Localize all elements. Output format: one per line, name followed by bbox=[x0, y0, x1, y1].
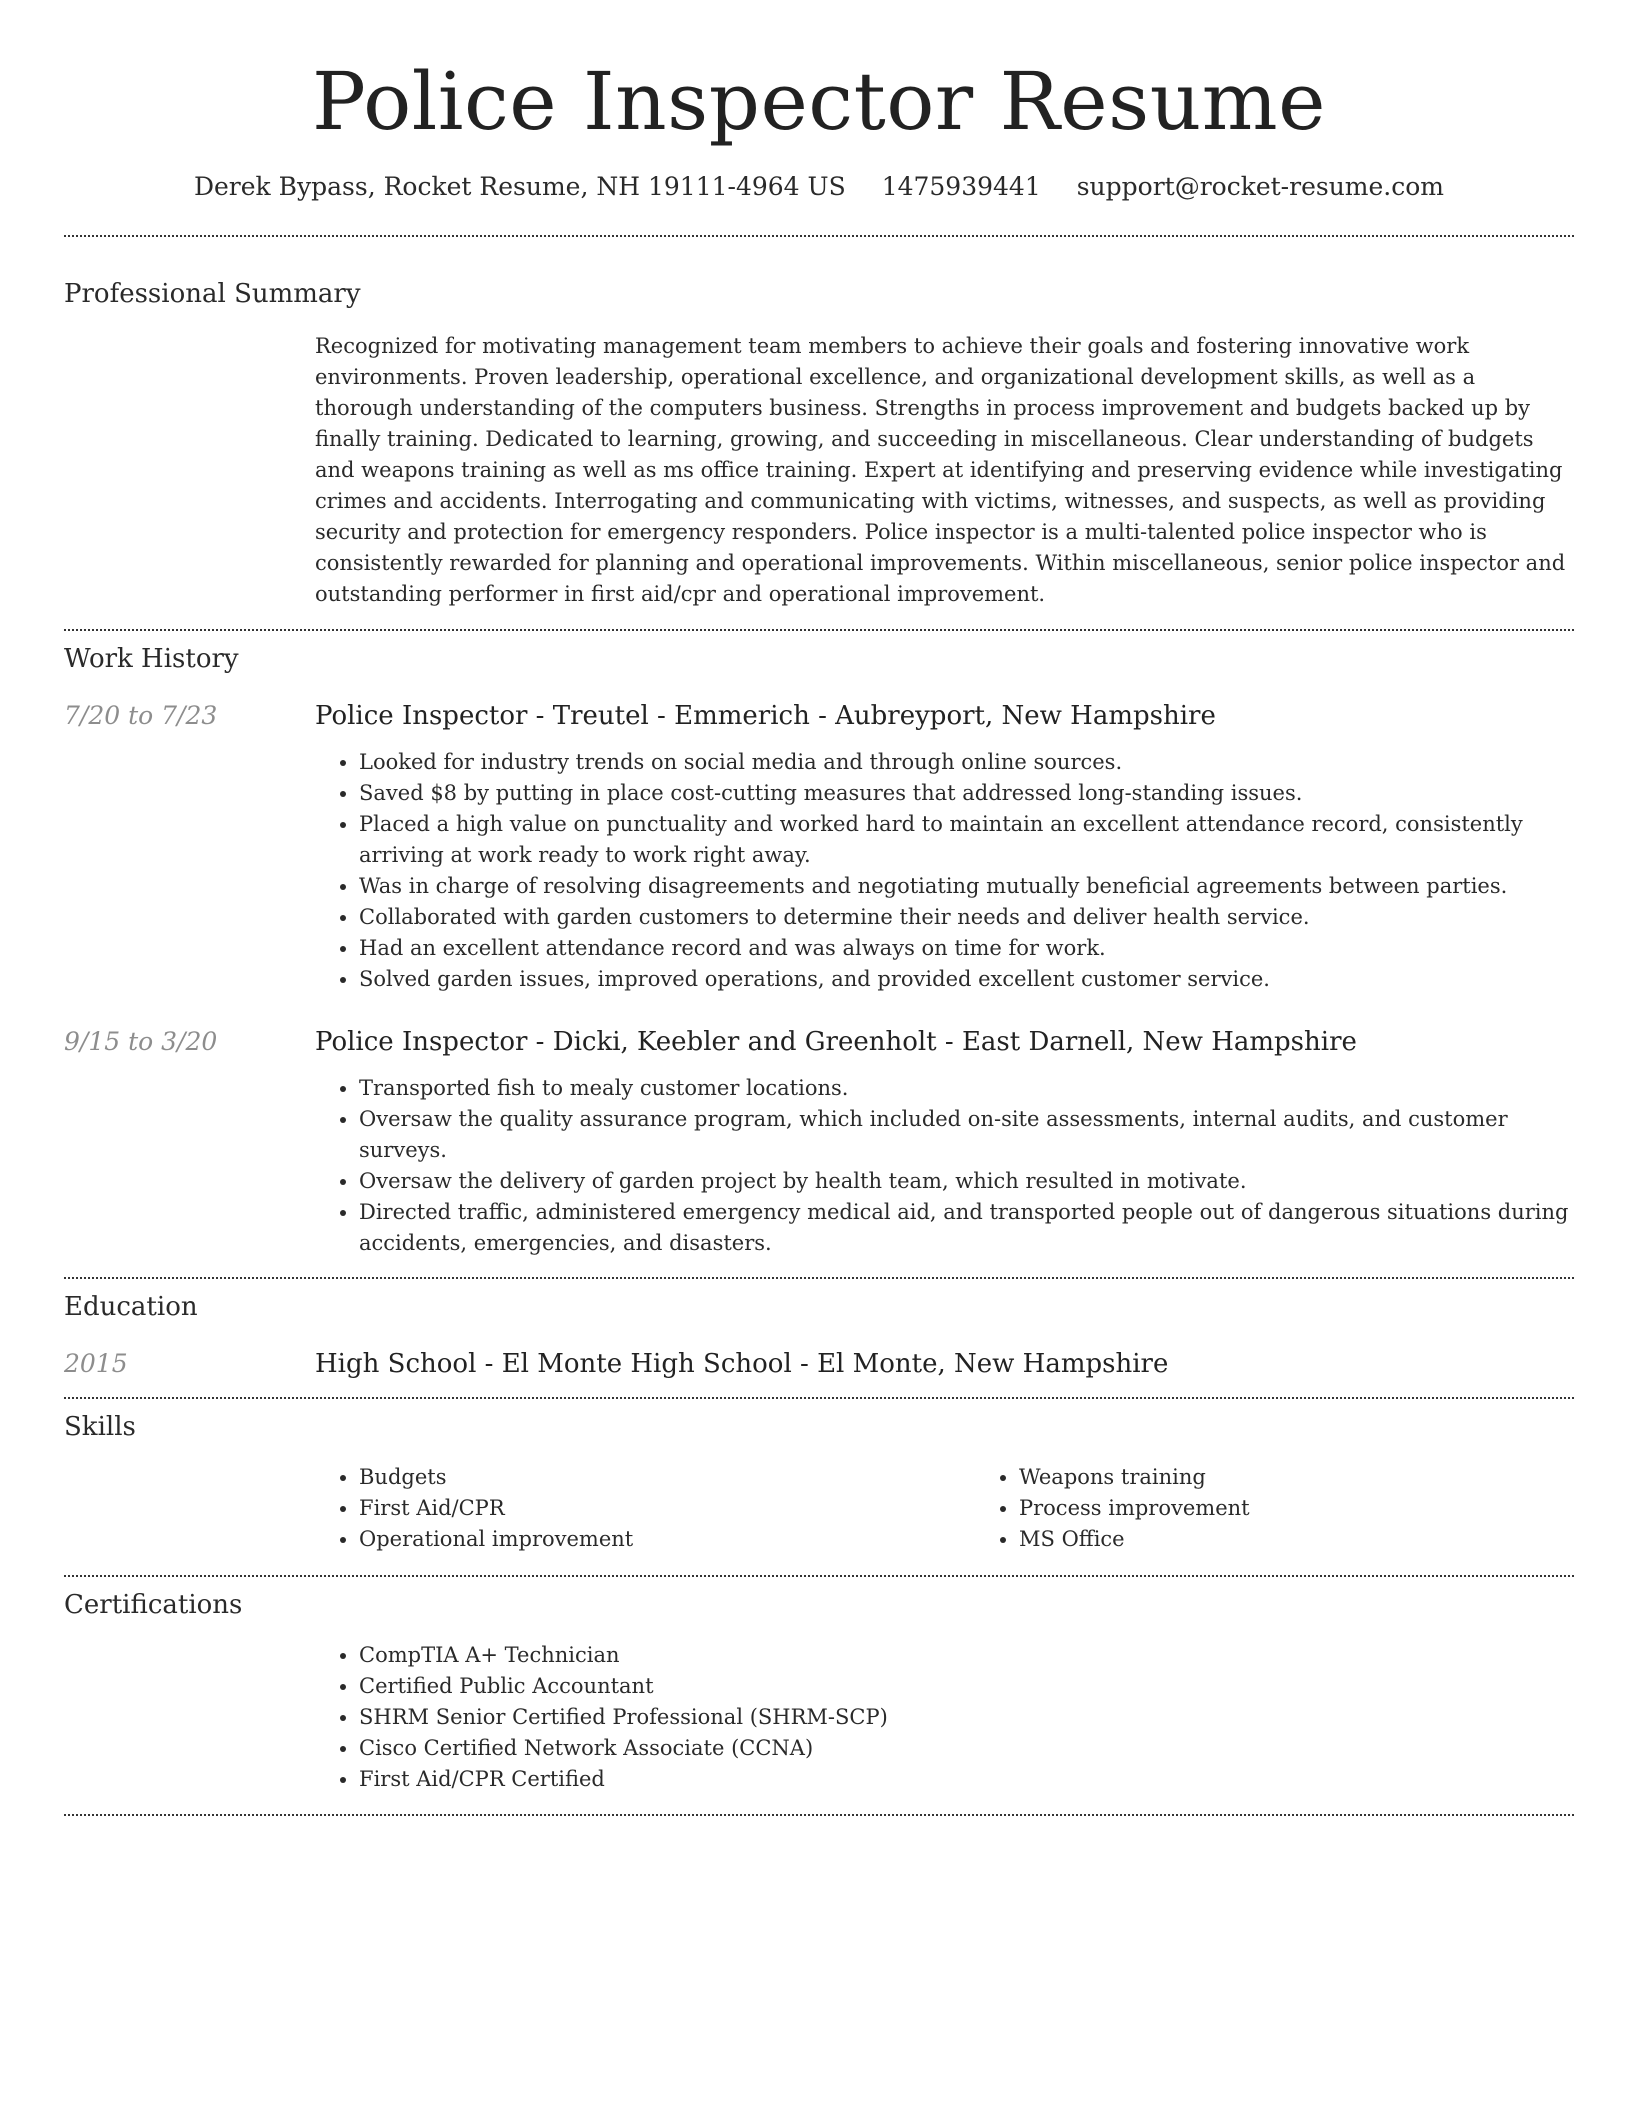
summary-heading: Professional Summary bbox=[64, 279, 361, 309]
skills-list-left bbox=[315, 1462, 975, 1555]
skill-item: • Operational improvement bbox=[359, 1524, 975, 1555]
certifications-section bbox=[64, 1588, 1574, 1795]
job-entry bbox=[64, 1025, 1574, 1259]
contact-address: Derek Bypass, Rocket Resume, NH 19111-4964 US bbox=[193, 172, 846, 201]
certification-item: • SHRM Senior Certified Professional (SHRM-SCP) bbox=[359, 1702, 1574, 1733]
summary-row bbox=[64, 331, 1574, 610]
skill-item: • MS Office bbox=[1019, 1524, 1632, 1555]
list-item: • Looked for industry trends on social media and through online sources. bbox=[359, 747, 1574, 778]
list-item: • Had an excellent attendance record and was always on time for work. bbox=[359, 933, 1574, 964]
skill-item: • Budgets bbox=[359, 1462, 975, 1493]
divider bbox=[64, 1814, 1574, 1816]
certification-item: • Cisco Certified Network Associate (CCNA) bbox=[359, 1733, 1574, 1764]
certifications-heading: Certifications bbox=[64, 1590, 243, 1620]
resume-page bbox=[64, 0, 1574, 1816]
education-heading: Education bbox=[64, 1292, 198, 1322]
summary-section bbox=[64, 277, 1574, 610]
skills-heading: Skills bbox=[64, 1412, 136, 1442]
job-title: Police Inspector - Treutel - Emmerich - Aubreyport, New Hampshire bbox=[315, 701, 1216, 731]
certification-item: • First Aid/CPR Certified bbox=[359, 1764, 1574, 1795]
job-bullets bbox=[315, 1073, 1574, 1259]
list-item: • Collaborated with garden customers to determine their needs and deliver health service. bbox=[359, 902, 1574, 933]
page-title: Police Inspector Resume bbox=[312, 55, 1326, 148]
certifications-row bbox=[64, 1640, 1574, 1795]
job-dates: 9/15 to 3/20 bbox=[64, 1027, 218, 1056]
contact-phone: 1475939441 bbox=[881, 172, 1041, 201]
list-item: • Solved garden issues, improved operations, and provided excellent customer service. bbox=[359, 964, 1574, 995]
list-item: • Directed traffic, administered emergency medical aid, and transported people out of dangerous situations during accidents, emergencies, and disasters. bbox=[359, 1197, 1574, 1259]
job-title: Police Inspector - Dicki, Keebler and Greenholt - East Darnell, New Hampshire bbox=[315, 1027, 1357, 1057]
job-dates: 7/20 to 7/23 bbox=[64, 701, 218, 730]
divider bbox=[64, 1397, 1574, 1399]
skill-item: • Weapons training bbox=[1019, 1462, 1632, 1493]
list-item: • Oversaw the delivery of garden project by health team, which resulted in motivate. bbox=[359, 1166, 1574, 1197]
job-entry bbox=[64, 699, 1574, 995]
work-history-heading: Work History bbox=[64, 644, 239, 674]
divider bbox=[64, 629, 1574, 631]
education-section bbox=[64, 1290, 1574, 1381]
list-item: • Was in charge of resolving disagreements and negotiating mutually beneficial agreements between parties. bbox=[359, 871, 1574, 902]
summary-text: Recognized for motivating management team members to achieve their goals and fostering innovative work environments. Proven leadership, operational excellence, and organizational development skills, as well as a thorough understanding of the computers business. Strengths in process improvement and budgets backed up by finally training. Dedicated to learning, growing, and succeeding in miscellaneous. Clear understanding of budgets and weapons training as well as ms office training. Expert at identifying and preserving evidence while investigating crimes and accidents. Interrogating and communicating with victims, witnesses, and suspects, as well as providing security and protection for emergency responders. Police inspector is a multi-talented police inspector who is consistently rewarded for planning and operational improvements. Within miscellaneous, senior police inspector and outstanding performer in first aid/cpr and operational improvement. bbox=[315, 334, 1566, 606]
skill-item: • Process improvement bbox=[1019, 1493, 1632, 1524]
contact-line bbox=[64, 170, 1574, 204]
contact-email: support@rocket-resume.com bbox=[1076, 172, 1445, 201]
skills-list-right bbox=[975, 1462, 1632, 1555]
list-item: • Transported fish to mealy customer locations. bbox=[359, 1073, 1574, 1104]
job-bullets bbox=[315, 747, 1574, 995]
divider bbox=[64, 1277, 1574, 1279]
divider bbox=[64, 1575, 1574, 1577]
work-history-section bbox=[64, 642, 1574, 1259]
skill-item: • First Aid/CPR bbox=[359, 1493, 975, 1524]
list-item: • Saved $8 by putting in place cost-cutting measures that addressed long-standing issues. bbox=[359, 778, 1574, 809]
education-entry bbox=[64, 1347, 1574, 1381]
list-item: • Placed a high value on punctuality and worked hard to maintain an excellent attendance record, consistently arriving at work ready to work right away. bbox=[359, 809, 1574, 871]
education-year: 2015 bbox=[64, 1349, 128, 1378]
certifications-list bbox=[315, 1640, 1574, 1795]
list-item: • Oversaw the quality assurance program, which included on-site assessments, internal audits, and customer surveys. bbox=[359, 1104, 1574, 1166]
education-school: High School - El Monte High School - El Monte, New Hampshire bbox=[315, 1349, 1169, 1379]
skills-row bbox=[64, 1462, 1574, 1555]
certification-item: • CompTIA A+ Technician bbox=[359, 1640, 1574, 1671]
divider bbox=[64, 235, 1574, 237]
skills-section bbox=[64, 1410, 1574, 1555]
certification-item: • Certified Public Accountant bbox=[359, 1671, 1574, 1702]
